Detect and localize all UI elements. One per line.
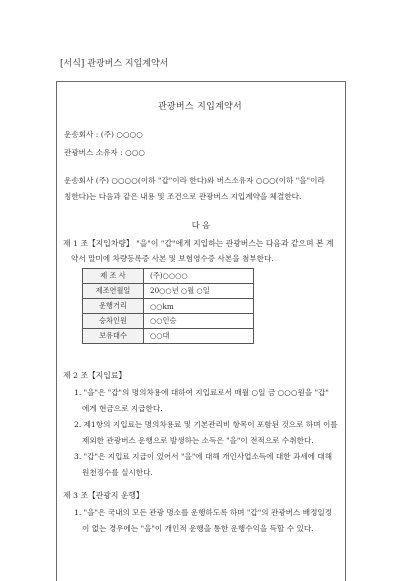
article1-cont: 약서 말미에 차량등록증 사본 및 보험영수증 사본을 첨부한다. <box>71 254 274 263</box>
table-value: ○○km <box>144 299 254 314</box>
article2-item: 2. 제1항의 지입료는 명의차용료 및 기본관리비 항목이 포함된 것으로 하며 이를 <box>74 420 338 429</box>
article2-item: 원천징수를 실시한다. <box>82 468 153 477</box>
article3-item: 이 없는 경우에는 "을"이 개인적 운행을 통한 운행수익을 득할 수 있다. <box>82 524 314 533</box>
article2-item: 제외한 관광버스 운행으로 발생하는 소득은 "을"이 전적으로 수취한다. <box>82 436 314 445</box>
table-value: (주)○○○○ <box>144 269 254 284</box>
table-row <box>83 299 254 314</box>
article2-item: 3. "갑"은 지입료 지급이 있어서 "을"에 대해 개인사업소득에 대한 과세에 대해 <box>74 452 333 461</box>
table-value: ○○대 <box>144 329 254 344</box>
article3-item: 1. "을"은 국내의 모든 관광 명소를 운행하도록 하며 "갑"의 관광버스 배정일정 <box>74 508 333 517</box>
table-row <box>83 284 254 299</box>
table-label: 제조연월일 <box>83 284 144 299</box>
table-value: ○○인승 <box>144 314 254 329</box>
party-owner: 관광버스 소유자 : ○○○ <box>64 148 146 157</box>
contract-title: 관광버스 지입계약서 <box>157 102 243 112</box>
table-label: 승차인원 <box>83 314 144 329</box>
article1-head: 제 1 조【지입차량】 "을"이 "갑"에게 지입하는 관광버스는 다음과 같으며 본 계 <box>63 239 334 248</box>
table-row <box>83 314 254 329</box>
section-heading: 다 음 <box>191 220 211 230</box>
article2-item: 1. "을"은 "갑"의 명의차용에 대하여 지입료로서 매월 ○일 금 ○○○원을 "갑" <box>74 388 329 397</box>
party-company: 운송회사 : (주) ○○○○ <box>64 130 143 139</box>
table-label: 운행거리 <box>83 299 144 314</box>
form-label: [서식] 관광버스 지입계약서 <box>60 59 169 69</box>
vehicle-info-table <box>82 268 254 344</box>
table-row <box>83 329 254 344</box>
table-label: 보유대수 <box>83 329 144 344</box>
article2-item: 에게 현금으로 지급한다. <box>82 404 163 413</box>
article2-head: 제 2 조【지입료】 <box>63 371 127 380</box>
intro-line-2: 칭한다)는 다음과 같은 내용 및 조건으로 관광버스 지입계약을 체결한다. <box>64 192 302 201</box>
table-label: 제 조 사 <box>83 269 144 284</box>
table-row <box>83 269 254 284</box>
intro-line-1: 운송회사 (주) ○○○○(이하 "갑"이라 한다)와 버스소유자 ○○○(이하 "을"이라 <box>64 176 325 185</box>
article3-head: 제 3 조【관광지 운행】 <box>63 491 144 500</box>
table-value: 20○○년 ○월 ○일 <box>144 284 254 299</box>
